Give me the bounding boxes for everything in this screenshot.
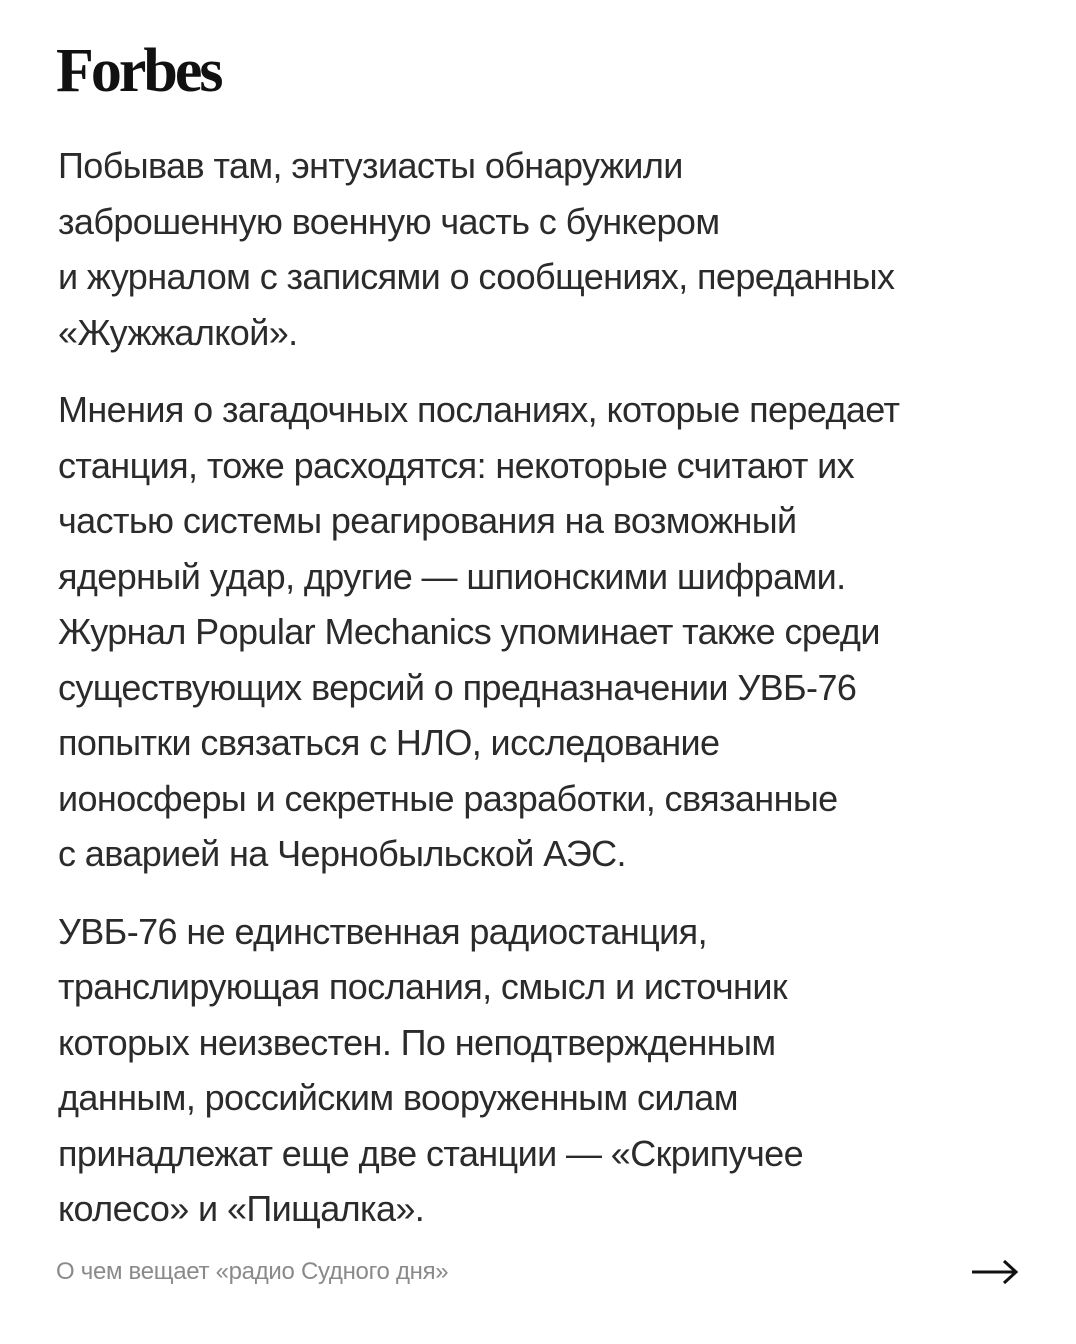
- text-line: транслирующая послания, смысл и источник: [58, 966, 787, 1007]
- text-line: с аварией на Чернобыльской АЭС.: [58, 833, 626, 874]
- text-line: ядерный удар, другие — шпионскими шифрами.: [58, 555, 846, 597]
- text-line: станция, тоже расходятся: некоторые считают их: [58, 444, 855, 486]
- text-line: попытки связаться с НЛО, исследование: [58, 722, 720, 763]
- forbes-logo: Forbes: [56, 37, 221, 105]
- text-line: и журналом с записями о сообщениях, переданных: [58, 256, 895, 297]
- text-line: частью системы реагирования на возможный: [58, 500, 797, 541]
- article-body: [58, 138, 1038, 1259]
- article-paragraph-3: [58, 904, 1038, 1237]
- text-line: Журнал Popular Mechanics упоминает также среди: [58, 611, 880, 652]
- text-line: ионосферы и секретные разработки, связанные: [58, 777, 838, 819]
- text-line: данным, российским вооруженным силам: [58, 1077, 738, 1118]
- related-article-link[interactable]: [56, 1250, 1020, 1294]
- text-line: существующих версий о предназначении УВБ-76: [58, 666, 857, 708]
- text-line: колесо» и «Пищалка».: [58, 1188, 425, 1229]
- text-line: Побывав там, энтузиасты обнаружили: [58, 145, 683, 186]
- text-line: УВБ-76 не единственная радиостанция,: [58, 910, 707, 952]
- text-line: Мнения о загадочных посланиях, которые передает: [58, 389, 900, 430]
- text-line: принадлежат еще две станции — «Скрипучее: [58, 1132, 803, 1174]
- article-paragraph-2: [58, 382, 1038, 882]
- text-line: «Жужжалкой».: [58, 311, 298, 353]
- text-line: которых неизвестен. По неподтвержденным: [58, 1021, 776, 1063]
- text-line: заброшенную военную часть с бункером: [58, 200, 720, 242]
- related-article-title[interactable]: О чем вещает «радио Судного дня»: [56, 1258, 449, 1285]
- arrow-right-icon[interactable]: [970, 1257, 1020, 1287]
- article-paragraph-1: [58, 138, 1038, 360]
